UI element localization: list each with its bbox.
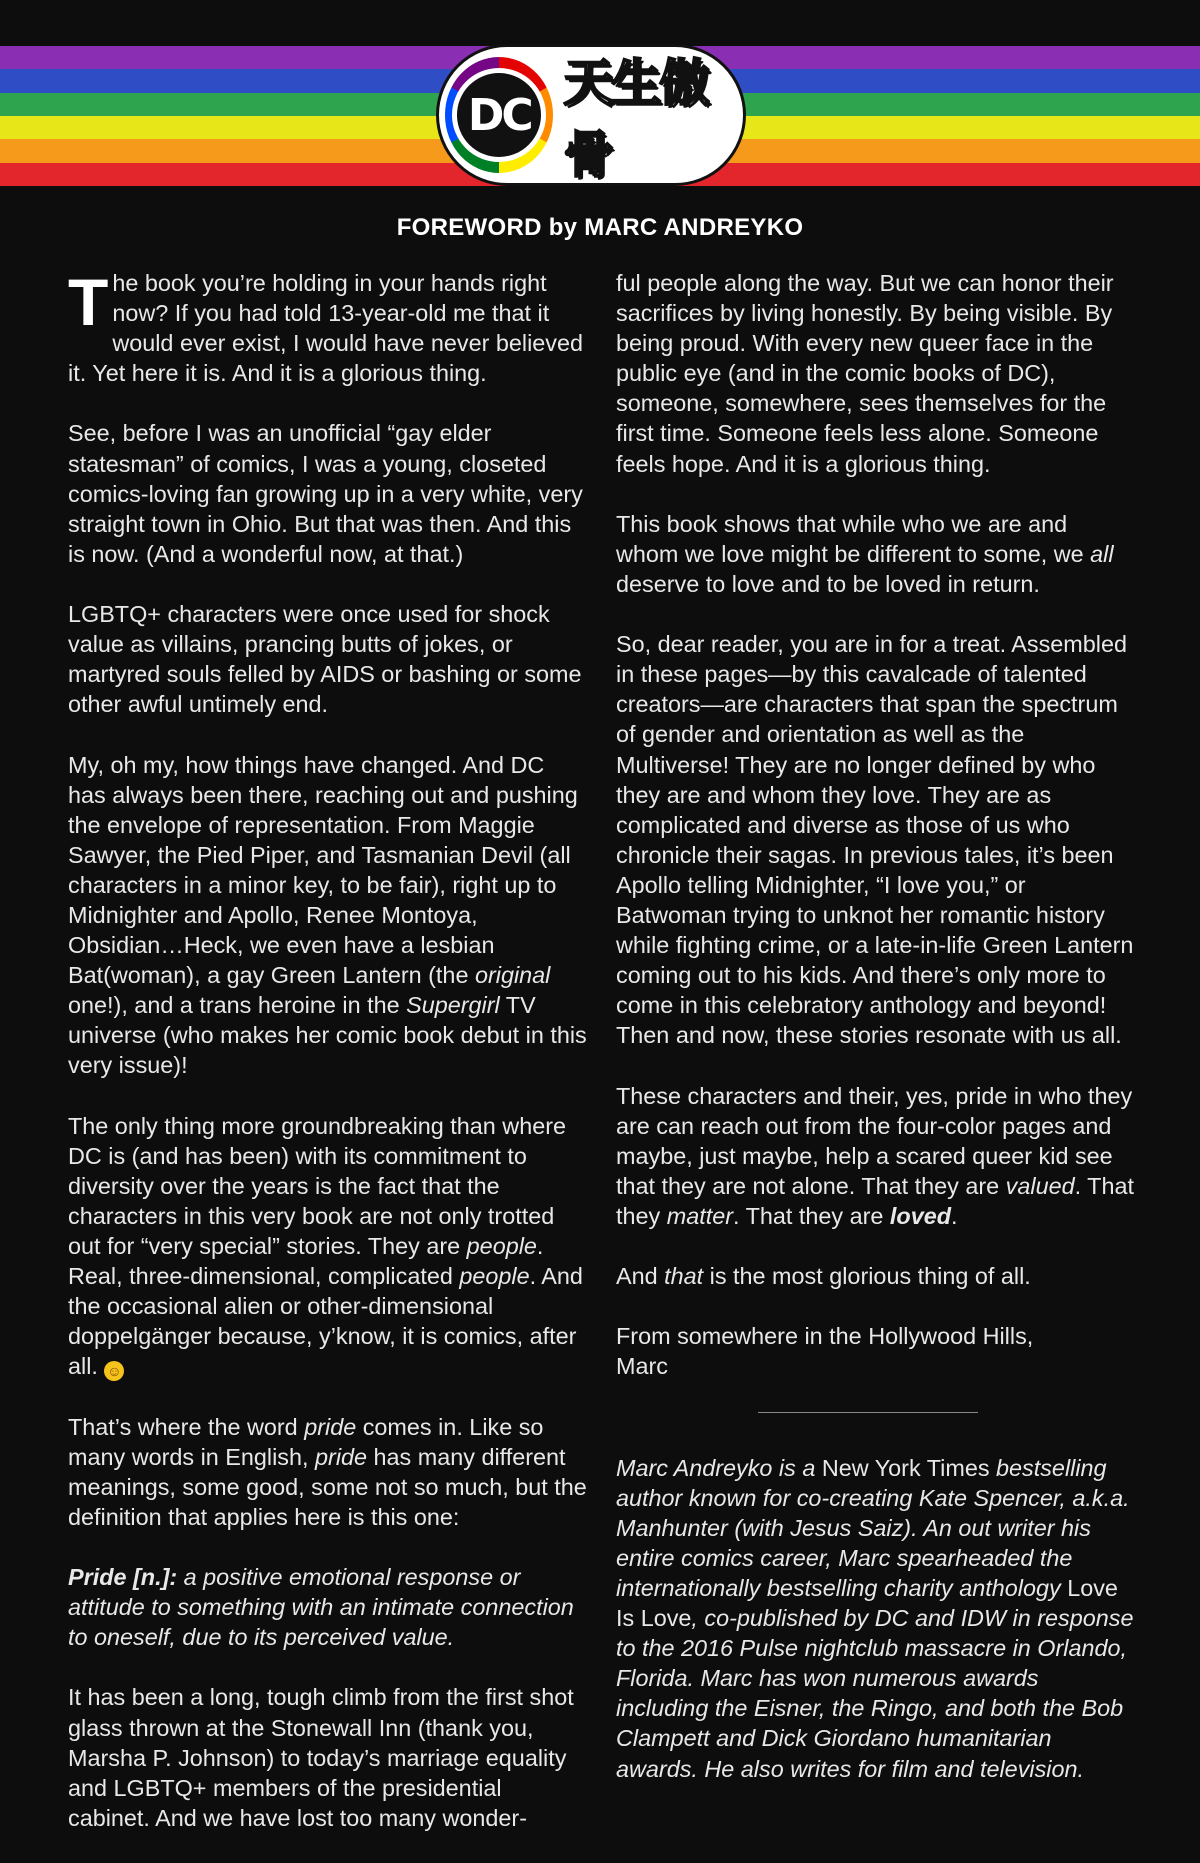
text: matter <box>666 1202 734 1229</box>
paragraph: So, dear reader, you are in for a treat. Assembled in these pages—by this cavalcade of talented creators—are characters that span the spectrum of gender and orientation as well as the Multiverse! They are no longer defined by who they are and whom they love. They are as complicated and diverse as those of us who chronicle their sagas. In previous tales, it’s been Apollo telling Midnighter, “I love you,” or Batwoman trying to unknot her romantic history while fighting crime, or a late-in-life Green Lantern coming out to his kids. And there’s only more to come in this celebratory anthology and beyond! Then and now, these stories resonate with us all. <box>616 631 1134 1049</box>
paragraph <box>616 509 1136 599</box>
text: , co-published by DC and IDW in response to the 2016 Pulse nightclub massacre in Orlando, Florida. Marc has won numerous awards including the Eisner, the Ringo, and both the Bob Clampett and Dick Giordano humanitarian awards. He also writes for film and television. <box>616 1605 1134 1782</box>
logo-title: 天生傲骨 <box>563 54 708 184</box>
text: The only thing more groundbreaking than where DC is (and has been) with its commitment to diversity over the years is the fact that the characters in this very book are not only trotted out for “very special” stories. They are <box>68 1112 567 1259</box>
text: And <box>616 1263 665 1290</box>
dc-badge-icon <box>445 57 553 173</box>
text: TV universe (who makes her comic book debut in this very issue)! <box>68 992 587 1079</box>
paragraph: ful people along the way. But we can honor their sacrifices by living honestly. By being visible. By being proud. With every new queer face in the public eye (and in the comic books of DC), someone, somewhere, sees themselves for the first time. Someone feels less alone. Someone feels hope. And it is a glorious thing. <box>616 270 1114 477</box>
text: pride <box>304 1413 357 1440</box>
dc-pride-logo <box>436 44 746 186</box>
author-bio <box>616 1453 1136 1784</box>
right-column <box>616 268 1136 1814</box>
text: . And the occasional alien or other-dimensional doppelgänger because, y’know, it is comics, after all. <box>68 1263 583 1380</box>
smiley-icon: ☺ <box>104 1361 124 1381</box>
text: people <box>459 1263 530 1290</box>
paragraph <box>68 265 588 388</box>
text: Supergirl <box>406 992 500 1019</box>
dc-letters: DC <box>452 68 546 162</box>
text: . That they <box>616 1172 1134 1229</box>
text: . That they are <box>733 1202 890 1229</box>
definition-term: Pride [n.]: <box>68 1564 178 1591</box>
divider <box>758 1412 978 1413</box>
signoff <box>616 1321 1136 1381</box>
page-title: FOREWORD by MARC ANDREYKO <box>396 214 804 241</box>
text: he book you’re holding in your hands right now? If you had told 13-year-old me that it would ever exist, I would have never believed it. Yet here it is. And it is a glorious thing. <box>68 270 584 387</box>
paragraph <box>68 1412 588 1532</box>
text: that <box>664 1263 704 1290</box>
signoff-name: Marc <box>616 1353 668 1380</box>
text: original <box>474 962 551 989</box>
text: bestselling author known for co-creating Kate Spencer, a.k.a. Manhunter (with Jesus Saiz). An out writer his entire comics career, Marc spearheaded the internationally bestselling charity anthology <box>616 1454 1130 1601</box>
text: is the most glorious thing of all. <box>703 1263 1031 1290</box>
text: has many different meanings, some good, some not so much, but the definition that applies here is this one: <box>68 1443 587 1530</box>
paragraph <box>68 750 588 1081</box>
text: Love Is Love <box>616 1574 1118 1632</box>
paragraph <box>616 1261 1136 1291</box>
text: My, oh my, how things have changed. And DC has always been there, reaching out and pushing the envelope of representation. From Maggie Sawyer, the Pied Piper, and Tasmanian Devil (all characters in a minor key, to be fair), right up to Midnighter and Apollo, Renee Montoya, Obsidian…Heck, we even have a lesbian Bat(woman), a gay Green Lantern (the <box>68 751 578 989</box>
text: comes in. Like so many words in English, <box>68 1413 544 1470</box>
text: This book shows that while who we are and whom we love might be different to some, we <box>616 510 1091 567</box>
text: all <box>1090 540 1114 567</box>
text: people <box>466 1233 537 1259</box>
signoff-line: From somewhere in the Hollywood Hills, <box>616 1323 1034 1350</box>
paragraph: It has been a long, tough climb from the first shot glass thrown at the Stonewall Inn (thank you, Marsha P. Johnson) to today’s marriage equality and LGBTQ+ members of the presidential cabinet. And we have lost too many wonder- <box>68 1684 574 1831</box>
paragraph <box>68 1111 588 1382</box>
text: pride <box>315 1443 368 1470</box>
paragraph <box>616 1081 1136 1231</box>
paragraph: See, before I was an unofficial “gay elder statesman” of comics, I was a young, closeted comics-loving fan growing up in a very white, very straight town in Ohio. But that was then. And this is now. (And a wonderful now, at that.) <box>68 420 583 567</box>
paragraph: LGBTQ+ characters were once used for shock value as villains, prancing butts of jokes, or martyred souls felled by AIDS or bashing or some other awful untimely end. <box>68 601 582 718</box>
left-column <box>68 265 588 1863</box>
text: valued <box>1005 1172 1075 1199</box>
text: . Real, three-dimensional, complicated <box>68 1233 544 1290</box>
text: loved <box>889 1202 952 1229</box>
text: These characters and their, yes, pride in who they are can reach out from the four-color pages and maybe, just maybe, help a scared queer kid see that they are not alone. That they are <box>616 1082 1133 1199</box>
text: New York Times <box>821 1454 990 1481</box>
text: one!), and a trans heroine in the <box>68 992 407 1019</box>
definition-text: a positive emotional response or attitude to something with an intimate connection to oneself, due to its perceived value. <box>68 1564 574 1651</box>
definition <box>68 1562 588 1652</box>
text: That’s where the word <box>68 1413 305 1440</box>
text: Marc Andreyko is a <box>616 1454 822 1481</box>
drop-cap: T <box>68 265 109 339</box>
text: . <box>951 1202 958 1229</box>
text: deserve to love and to be loved in return. <box>616 570 1040 597</box>
